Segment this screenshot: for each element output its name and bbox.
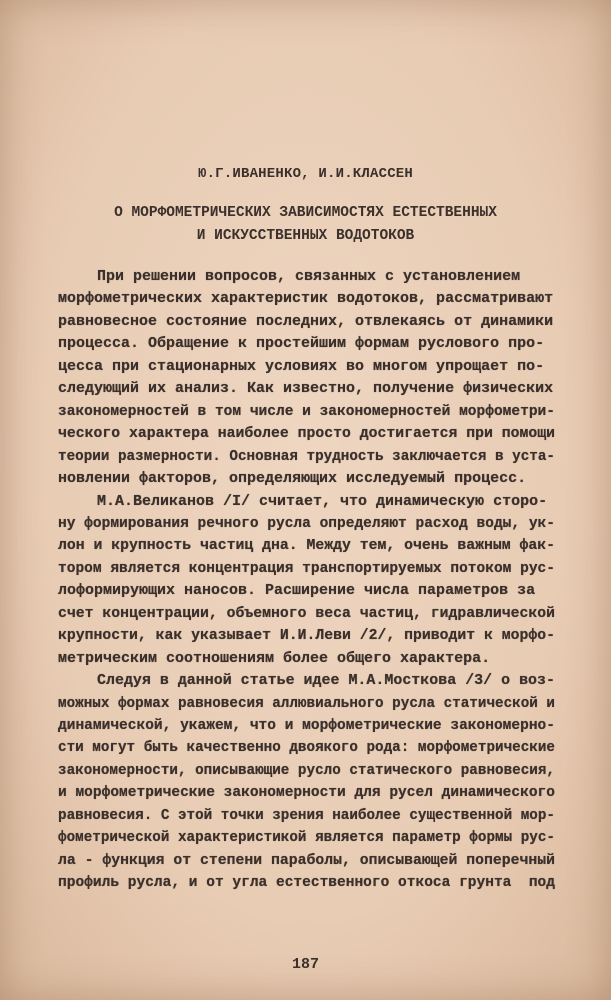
text-line: лоформирующих наносов. Расширение числа параметров за xyxy=(58,582,536,600)
text-line: М.А.Великанов /I/ считает, что динамическую сторо- xyxy=(97,492,548,510)
text-line: тором является концентрация транспортируемых потоком рус- xyxy=(58,559,555,577)
text-line: закономерностей в том числе и закономерностей морфометри- xyxy=(58,402,555,420)
page-number: 187 xyxy=(291,956,319,973)
article-title-line-2: И ИСКУССТВЕННЫХ ВОДОТОКОВ xyxy=(196,228,415,244)
article-title-line-1: О МОРФОМЕТРИЧЕСКИХ ЗАВИСИМОСТЯХ ЕСТЕСТВЕННЫХ xyxy=(114,205,497,221)
text-line: сти могут быть качественно двоякого рода: морфометрические xyxy=(58,739,555,757)
text-line: ла - функция от степени параболы, описывающей поперечный xyxy=(58,851,555,869)
text-line: крупности, как указывает И.И.Леви /2/, приводит к морфо- xyxy=(58,627,555,645)
text-line: равновесия. С этой точки зрения наиболее существенной мор- xyxy=(58,806,555,824)
text-line: При решении вопросов, связанных с установлением xyxy=(97,268,521,285)
text-line: ческого характера наиболее просто достигается при помощи xyxy=(58,425,555,443)
text-line: и морфометрические закономерности для русел динамического xyxy=(58,784,555,802)
text-line: динамической, укажем, что и морфометрические закономерно- xyxy=(58,717,555,734)
text-line: счет концентрации, объемного веса частиц, гидравлической xyxy=(58,604,555,622)
text-line: цесса при стационарных условиях во многом упрощает по- xyxy=(58,357,545,375)
text-line: метрическим соотношениям более общего характера. xyxy=(58,649,491,667)
text-line: новлении факторов, определяющих исследуемый процесс. xyxy=(58,470,527,488)
text-line: лон и крупность частиц дна. Между тем, очень важным фак- xyxy=(58,537,555,555)
text-line: можных формах равновесия аллювиального русла статической и xyxy=(58,694,555,712)
text-line: Следуя в данной статье идее М.А.Мосткова /3/ о воз- xyxy=(97,672,555,690)
text-line: профиль русла, и от угла естественного откоса грунта под xyxy=(58,874,555,892)
text-line: процесса. Обращение к простейшим формам руслового про- xyxy=(58,335,545,353)
text-line: следующий их анализ. Как известно, получение физических xyxy=(58,380,554,398)
text-line: теории размерности. Основная трудность заключается в уста- xyxy=(58,447,555,465)
text-line: морфометрических характеристик водотоков, рассматривают xyxy=(58,290,554,308)
authors: Ю.Г.ИВАНЕНКО, И.И.КЛАССЕН xyxy=(197,166,414,182)
text-line: фометрической характеристикой является параметр формы рус- xyxy=(58,829,555,847)
text-line: ну формирования речного русла определяют расход воды, ук- xyxy=(58,514,555,532)
text-line: закономерности, описывающие русло статического равновесия, xyxy=(58,761,555,779)
text-line: равновесное состояние последних, отвлекаясь от динамики xyxy=(58,312,554,330)
